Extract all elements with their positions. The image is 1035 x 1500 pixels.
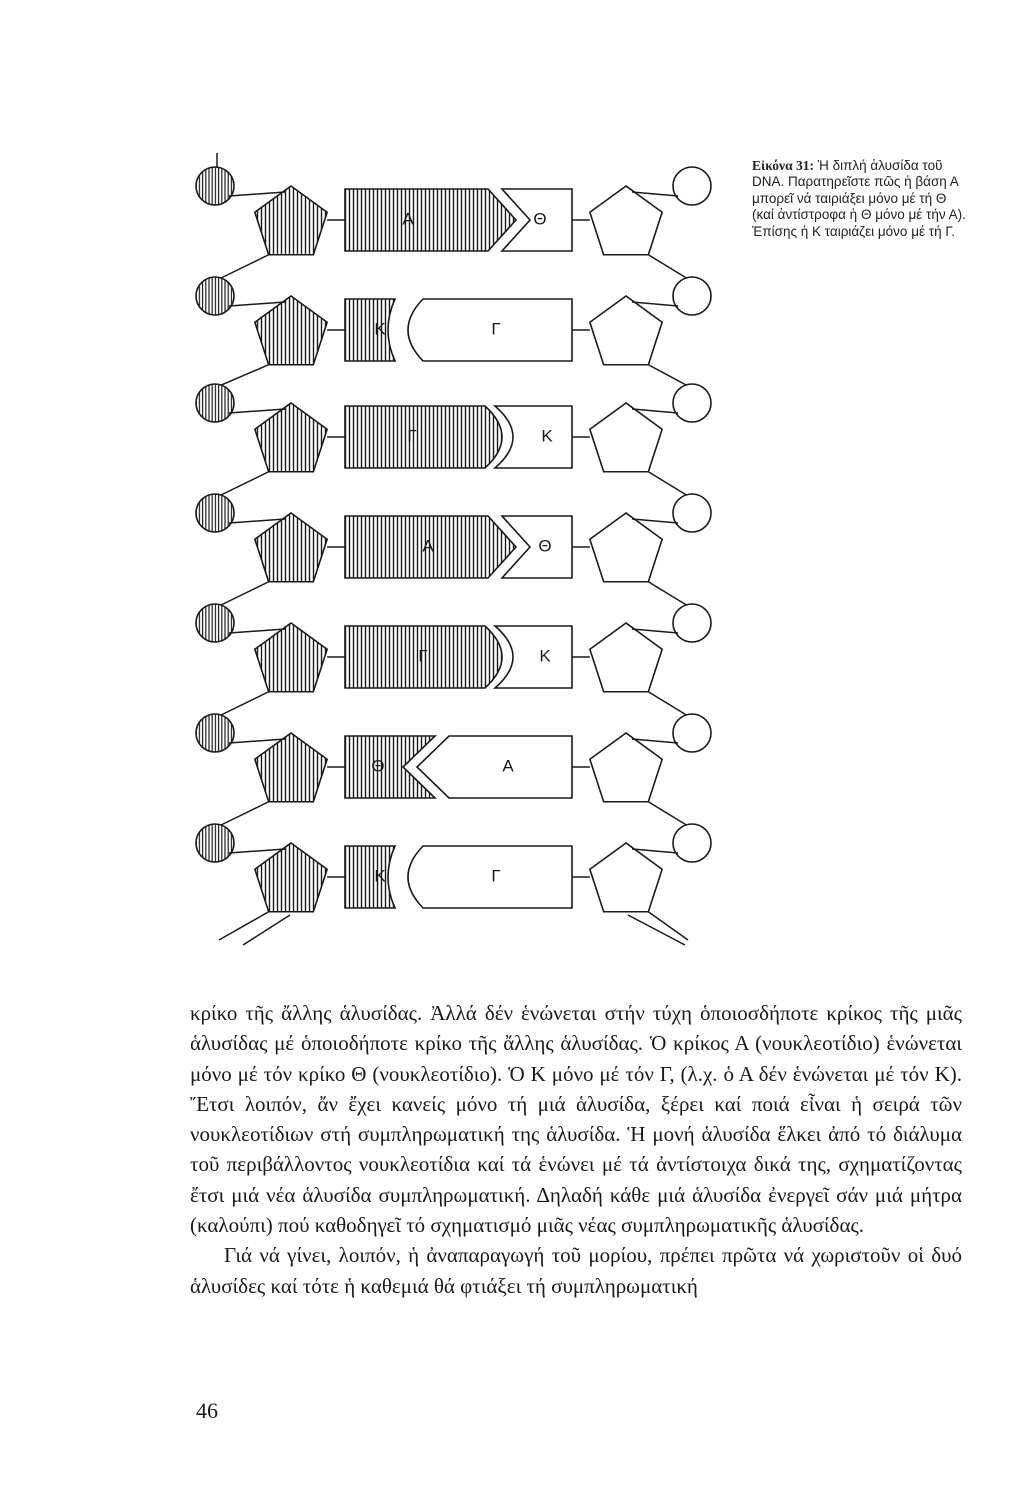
caption-text: Ἡ διπλή ἁλυσίδα τοῦ DNA. Παρατηρεῖστε πῶς ἡ βάση Α μπορεῖ νά ταιριάξει μόνο μέ τή Θ (καί ἀντίστροφα ἡ Θ μόνο μέ τήν Α). Ἐπίσης ἡ Κ ταιριάζει μόνο μέ τή Γ. — [752, 158, 966, 239]
right-sugar-pentagon — [590, 296, 662, 365]
left-base-concave — [345, 846, 395, 908]
backbone-link — [648, 365, 688, 386]
base-pair — [345, 846, 572, 908]
right-phosphate-circle — [673, 714, 711, 752]
left-sugar-pentagon — [255, 296, 327, 365]
left-phosphate-circle — [196, 277, 234, 315]
base-pair — [345, 406, 572, 468]
backbone-link — [219, 582, 269, 606]
right-base-concave — [495, 626, 572, 688]
left-phosphate-circle — [196, 714, 234, 752]
backbone-link — [229, 849, 285, 853]
right-base-label: Θ — [533, 209, 547, 229]
right-phosphate-circle — [673, 604, 711, 642]
backbone-link — [648, 692, 688, 716]
backbone-link — [219, 802, 269, 826]
left-phosphate-circle — [196, 384, 234, 422]
left-phosphate-circle — [196, 824, 234, 862]
left-sugar-pentagon — [255, 186, 327, 255]
caption-label: Εἰκόνα 31: — [752, 158, 814, 173]
paragraph-1: κρίκο τῆς ἄλλης ἁλυσίδας. Ἀλλά δέν ἑνώνεται στήν τύχη ὁποιοσδήποτε κρίκος τῆς μιᾶς ἁλυσίδας μέ ὁποιοδήποτε κρίκο τῆς ἄλλης ἁλυσίδας. Ὁ κρίκος Α (νουκλεοτίδιο) ἑνώνεται μόνο μέ τόν κρίκο Θ (νουκλεοτίδιο). Ὁ Κ μόνο μέ τόν Γ, (λ.χ. ὁ Α δέν ἑνώνεται μέ τόν Κ). Ἔτσι λοιπόν, ἄν ἔχει κανείς μόνο τή μιά ἁλυσίδα, ξέρει καί ποιά εἶναι ἡ σειρά τῶν νουκλεοτίδιων στή συμπληρωματική της ἁλυσίδα. Ἡ μονή ἁλυσίδα ἕλκει ἀπό τό διάλυμα τοῦ περιβάλλοντος νουκλεοτίδια καί τά ἑνώνει μέ τά ἀντίστοιχα δικά της, σχηματίζοντας ἔτσι μιά νέα ἁλυσίδα συμπληρωματική. Δηλαδή κάθε μιά ἁλυσίδα ἐνεργεῖ σάν μιά μήτρα (καλούπι) πού καθοδηγεῖ τό σχηματισμό μιᾶς νέας συμπληρωματικῆς ἁλυσίδας. — [190, 1001, 962, 1238]
right-phosphate-circle — [673, 824, 711, 862]
backbone-link — [219, 255, 269, 279]
right-base-concave — [495, 406, 572, 468]
figure-caption — [752, 158, 967, 240]
backbone-link — [229, 302, 285, 306]
backbone-link — [219, 472, 269, 496]
body-text — [190, 998, 962, 1301]
backbone-link — [648, 472, 688, 496]
right-base-label: Θ — [538, 536, 552, 556]
left-base-label: Γ — [407, 426, 417, 446]
right-base-label: Γ — [491, 866, 501, 886]
left-base-round — [345, 406, 502, 468]
right-sugar-pentagon — [590, 843, 662, 912]
left-sugar-pentagon — [255, 843, 327, 912]
base-pair — [345, 736, 572, 798]
right-base-arrow — [417, 736, 572, 798]
right-sugar-pentagon — [590, 623, 662, 692]
left-base-label: Α — [422, 536, 434, 556]
right-base-label: Α — [502, 756, 514, 776]
left-base-label: Γ — [418, 646, 428, 666]
paragraph-2: Γιά νά γίνει, λοιπόν, ἡ ἀναπαραγωγή τοῦ μορίου, πρέπει πρῶτα νά χωριστοῦν οἱ δυό ἁλυσίδες καί τότε ἡ καθεμιά θά φτιάξει τή συμπληρωματική — [190, 1243, 962, 1298]
backbone-link — [229, 192, 285, 196]
backbone-link — [229, 519, 285, 523]
left-sugar-pentagon — [255, 623, 327, 692]
right-phosphate-circle — [673, 167, 711, 205]
left-base-label: Α — [402, 209, 414, 229]
base-pair — [345, 299, 572, 361]
base-pair — [345, 189, 572, 251]
right-base-label: Κ — [541, 426, 553, 446]
backbone-link — [229, 409, 285, 413]
backbone-link — [648, 255, 688, 279]
left-base-arrow — [345, 189, 516, 251]
page-number: 46 — [196, 1398, 218, 1423]
left-sugar-pentagon — [255, 403, 327, 472]
right-phosphate-circle — [673, 277, 711, 315]
backbone-link — [219, 912, 269, 940]
right-base-round — [408, 846, 572, 908]
backbone-link — [229, 739, 285, 743]
base-pair — [345, 516, 572, 578]
left-base-label: Θ — [371, 756, 385, 776]
right-base-label: Γ — [491, 319, 501, 339]
right-phosphate-circle — [673, 384, 711, 422]
left-phosphate-circle — [196, 494, 234, 532]
left-base-label: Κ — [374, 866, 386, 886]
backbone-bottom-stub — [628, 915, 685, 945]
right-base-label: Κ — [539, 646, 551, 666]
backbone-link — [648, 802, 688, 826]
right-phosphate-circle — [673, 494, 711, 532]
base-pair — [345, 626, 572, 688]
right-sugar-pentagon — [590, 733, 662, 802]
left-phosphate-circle — [196, 167, 234, 205]
right-sugar-pentagon — [590, 186, 662, 255]
backbone-link — [648, 582, 688, 606]
backbone-bottom-stub — [243, 915, 290, 945]
backbone-link — [219, 365, 269, 386]
left-base-label: Κ — [374, 319, 386, 339]
right-sugar-pentagon — [590, 513, 662, 582]
left-phosphate-circle — [196, 604, 234, 642]
left-sugar-pentagon — [255, 513, 327, 582]
backbone-link — [219, 692, 269, 716]
base-pairs — [345, 189, 572, 908]
right-base-round — [408, 299, 572, 361]
left-base-concave — [345, 299, 395, 361]
right-sugar-pentagon — [590, 403, 662, 472]
backbone-link — [229, 629, 285, 633]
left-sugar-pentagon — [255, 733, 327, 802]
